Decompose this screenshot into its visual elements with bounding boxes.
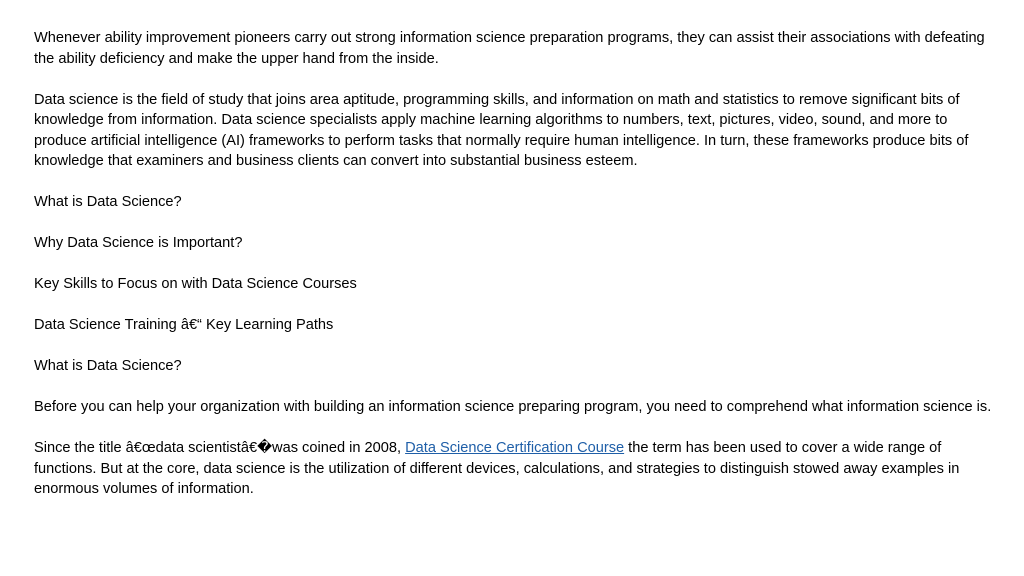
definition-paragraph: Data science is the field of study that joins area aptitude, programming skills, and information on math and statistics to remove significant bits of knowledge from information. Data science specialists apply machine learning algorithms to numbers, text, pictures, video, sound, and more to produce artificial intelligence (AI) frameworks to perform tasks that normally require human intelligence. In turn, these frameworks produce bits of knowledge that examiners and business clients can convert into substantial business esteem. (34, 91, 969, 169)
certification-course-link[interactable]: Data Science Certification Course (405, 440, 625, 456)
heading-key-skills: Key Skills to Focus on with Data Science Courses (34, 276, 357, 292)
comprehension-paragraph: Before you can help your organization with building an information science preparing program, you need to comprehend what information science is. (34, 399, 992, 415)
heading-what-is-data-science: What is Data Science? (34, 194, 182, 210)
heading-training-paths: Data Science Training â€“ Key Learning Paths (34, 317, 334, 333)
document-body (34, 28, 996, 520)
intro-paragraph: Whenever ability improvement pioneers carry out strong information science preparation programs, they can assist their associations with defeating the ability deficiency and make the upper hand from the inside. (34, 30, 985, 67)
heading-what-is-data-science-2: What is Data Science? (34, 358, 182, 374)
heading-why-important: Why Data Science is Important? (34, 235, 243, 251)
history-text-after: the term has been used to cover a wide range of functions. But at the core, data science is the utilization of different devices, calculations, and strategies to distinguish stowed away examples in enormous volumes of information. (34, 440, 960, 497)
history-text-before: Since the title â€œdata scientistâ€�was coined in 2008, (34, 440, 406, 456)
history-paragraph (34, 438, 996, 500)
